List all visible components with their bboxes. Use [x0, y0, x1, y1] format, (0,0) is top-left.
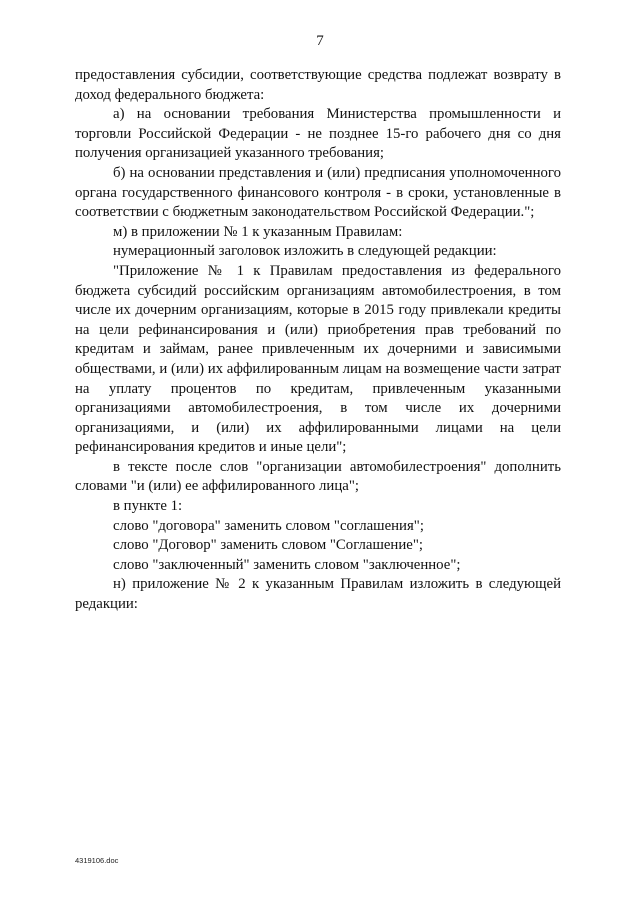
file-code: 4319106.doc: [75, 856, 119, 865]
paragraph: слово "Договор" заменить словом "Соглашение";: [113, 537, 423, 554]
paragraph: в тексте после слов "организации автомобилестроения" дополнить словами "и (или) ее аффилированного лица";: [75, 458, 561, 495]
paragraph: а) на основании требования Министерства промышленности и торговли Российской Федерации - не позднее 15-го рабочего дня со дня получения организацией указанного требования;: [75, 106, 561, 162]
paragraph: нумерационный заголовок изложить в следующей редакции:: [113, 243, 497, 260]
paragraph: н) приложение № 2 к указанным Правилам изложить в следующей редакции:: [75, 576, 561, 613]
paragraph: в пункте 1:: [113, 498, 183, 515]
paragraph: м) в приложении № 1 к указанным Правилам:: [113, 223, 403, 240]
page-number: 7: [316, 33, 324, 49]
paragraph: "Приложение № 1 к Правилам предоставления из федерального бюджета субсидий российским организациям автомобилестроения, в том числе их дочерним организациям, которые в 2015 году привлекали кредиты на цели рефинансирования и (или) приобретения прав требований по кредитам и займам, ранее привлеченным их дочерними и зависимыми обществами, и (или) их аффилированным лицам на возмещение части затрат на уплату процентов по кредитам, привлеченным указанными организациями автомобилестроения, в том числе их дочерними организациями, и (или) их аффилированными лицами на цели рефинансирования кредитов и иные цели";: [75, 262, 561, 456]
paragraph: слово "договора" заменить словом "соглашения";: [113, 517, 424, 534]
document-body: [75, 66, 561, 615]
paragraph: предоставления субсидии, соответствующие средства подлежат возврату в доход федерального бюджета:: [75, 67, 561, 103]
paragraph: б) на основании представления и (или) предписания уполномоченного органа государственного финансового контроля - в сроки, установленные в соответствии с бюджетным законодательством Российской Федерации.";: [75, 164, 561, 221]
paragraph: слово "заключенный" заменить словом "заключенное";: [113, 556, 461, 573]
